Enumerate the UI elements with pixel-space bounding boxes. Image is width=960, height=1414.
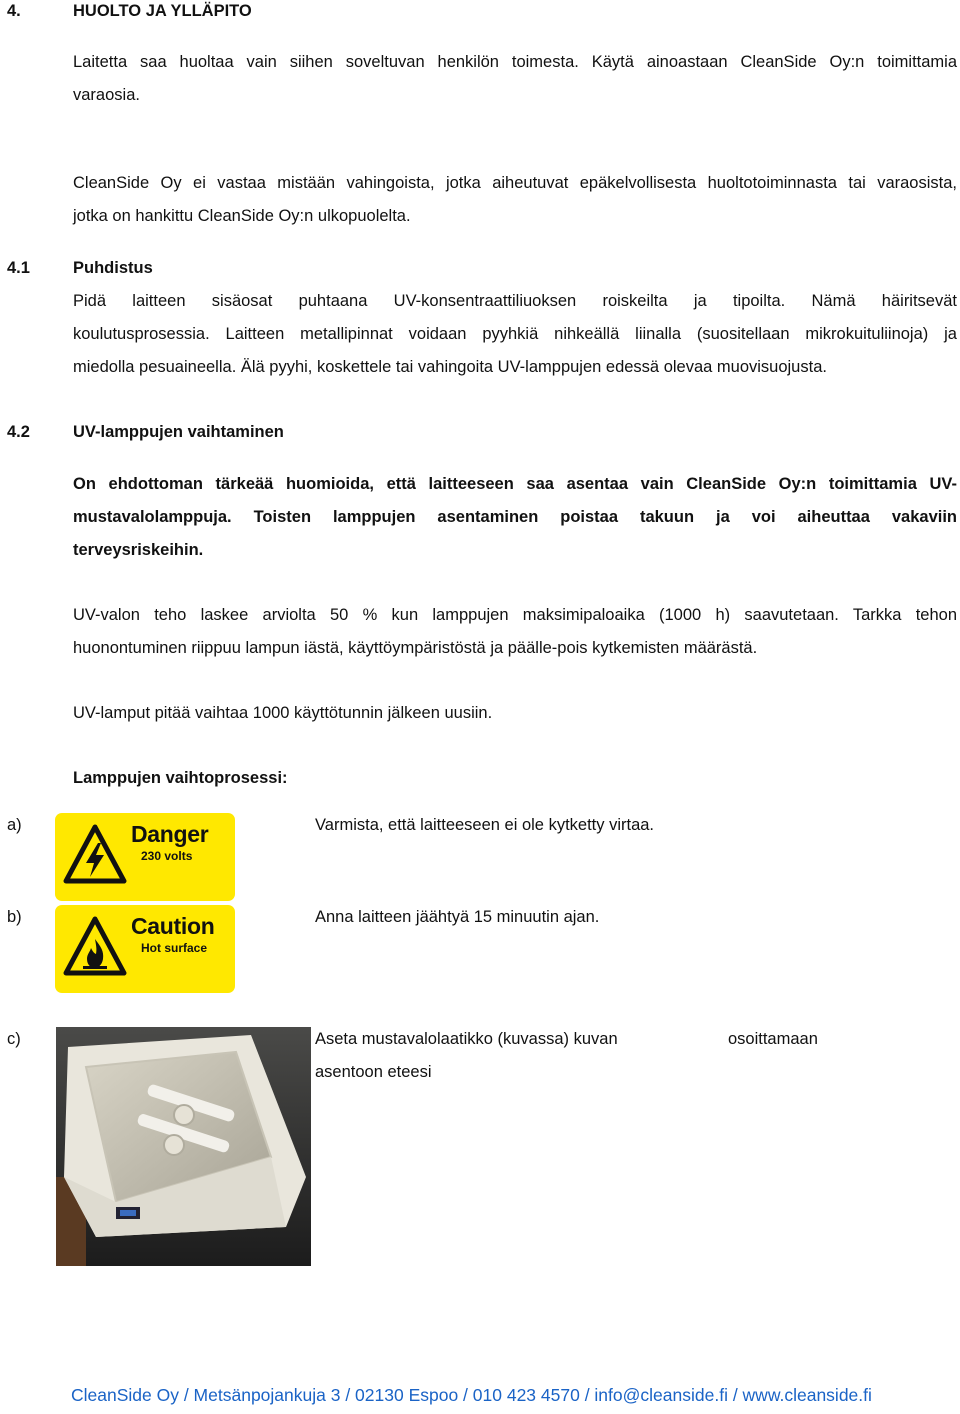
text-line: miedolla pesuaineella. Älä pyyhi, koskettele tai vahingoita UV-lamppujen edessä olevaa muovisuojusta. <box>73 358 827 376</box>
process-title: Lamppujen vaihtoprosessi: <box>73 769 288 787</box>
blacklight-box-photo <box>56 1027 311 1266</box>
section-4-2-title: UV-lamppujen vaihtaminen <box>73 423 284 441</box>
text-line: terveysriskeihin. <box>73 541 204 559</box>
text-line: varaosia. <box>73 86 140 104</box>
section-4-2-info <box>73 599 957 665</box>
step-a-text: Varmista, että laitteeseen ei ole kytketty virtaa. <box>315 816 655 834</box>
footer-contact: CleanSide Oy / Metsänpojankuja 3 / 02130 Espoo / 010 423 4570 / info@cleanside.fi / www.cleanside.fi <box>71 1385 872 1405</box>
section-4-title: HUOLTO JA YLLÄPITO <box>73 2 252 20</box>
section-4-para-2 <box>73 167 957 233</box>
section-4-1-body <box>73 285 957 384</box>
step-c-letter: c) <box>7 1030 21 1048</box>
step-c-text-line-2: asentoon eteesi <box>315 1063 432 1081</box>
caution-sign <box>55 905 235 993</box>
step-b-text: Anna laitteen jäähtyä 15 minuutin ajan. <box>315 908 600 926</box>
step-b-letter: b) <box>7 908 22 926</box>
step-a-letter: a) <box>7 816 22 834</box>
text-line: koulutusprosessia. Laitteen metallipinnat voidaan pyyhkiä nihkeällä liinalla (suositellaan mikrokuituliinoja) ja <box>73 325 957 343</box>
danger-sign-title: Danger <box>131 821 209 847</box>
section-4-para-1 <box>73 46 957 112</box>
section-4-1-number: 4.1 <box>7 259 30 277</box>
text-line: Laitetta saa huoltaa vain siihen soveltuvan henkilön toimesta. Käytä ainoastaan CleanSide Oy:n toimittamia <box>73 53 957 71</box>
section-4-number: 4. <box>7 2 21 20</box>
section-4-2-number: 4.2 <box>7 423 30 441</box>
text-line: mustavalolamppuja. Toisten lamppujen asentaminen poistaa takuun ja voi aiheuttaa vakaviin <box>73 508 957 526</box>
step-c-text-part-1: Aseta mustavalolaatikko (kuvassa) kuvan <box>315 1030 618 1048</box>
text-line: Pidä laitteen sisäosat puhtaana UV-konsentraattiliuoksen roiskeilta ja tipoilta. Nämä häiritsevät <box>73 292 957 310</box>
text-line: UV-valon teho laskee arviolta 50 % kun lamppujen maksimipaloaika (1000 h) saavutetaan. Tarkka tehon <box>73 606 957 624</box>
step-c-text-part-2: osoittamaan <box>728 1030 818 1048</box>
replace-note: UV-lamput pitää vaihtaa 1000 käyttötunnin jälkeen uusiin. <box>73 704 493 722</box>
danger-sign <box>55 813 235 901</box>
step-c-text <box>315 1023 875 1089</box>
caution-sign-title: Caution <box>131 913 215 939</box>
section-4-2-warning <box>73 468 957 567</box>
text-line: On ehdottoman tärkeää huomioida, että laitteeseen saa asentaa vain CleanSide Oy:n toimittamia UV- <box>73 475 957 493</box>
fire-hazard-icon <box>63 915 127 979</box>
text-line: huonontuminen riippuu lampun iästä, käyttöympäristöstä ja päälle-pois kytkemisten määrästä. <box>73 639 758 657</box>
danger-sign-subtitle: 230 volts <box>141 849 193 863</box>
text-line: CleanSide Oy ei vastaa mistään vahingoista, jotka aiheutuvat epäkelvollisesta huoltotoiminnasta tai varaosista, <box>73 174 957 192</box>
electric-hazard-icon <box>63 823 127 887</box>
text-line: jotka on hankittu CleanSide Oy:n ulkopuolelta. <box>73 207 411 225</box>
caution-sign-subtitle: Hot surface <box>141 941 208 955</box>
section-4-1-title: Puhdistus <box>73 259 153 277</box>
